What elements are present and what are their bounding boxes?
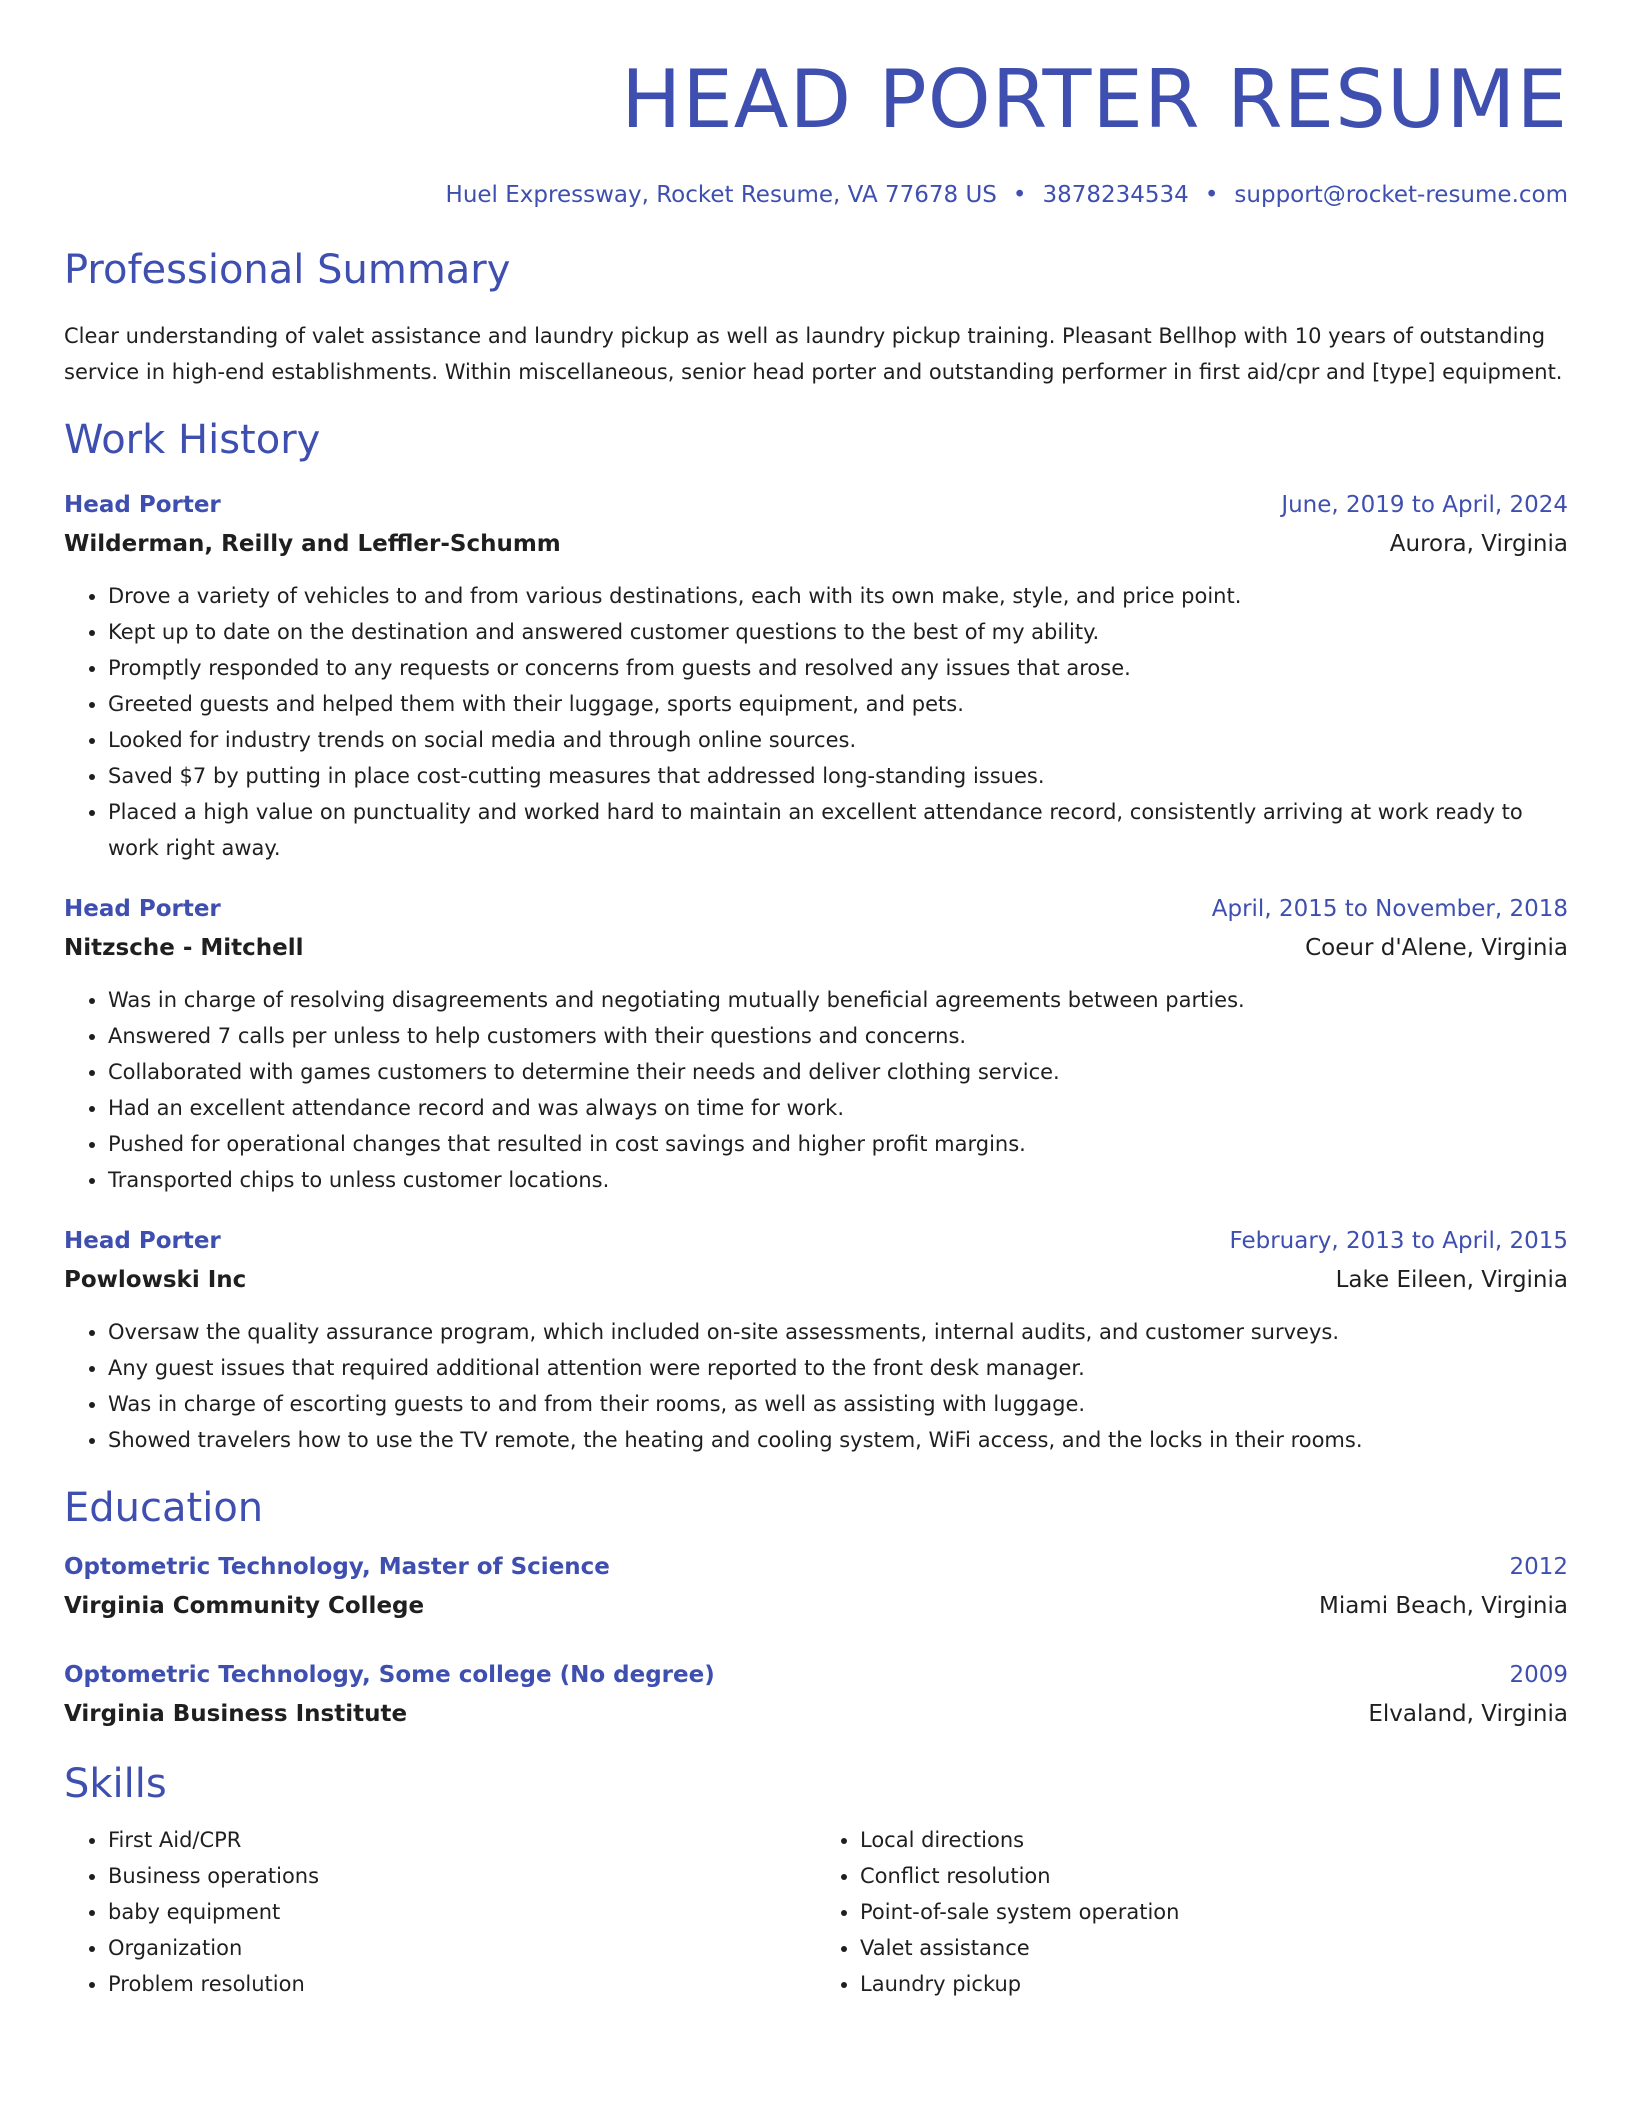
job-company: Powlowski Inc <box>64 1267 247 1293</box>
job-entry <box>64 486 1568 866</box>
job-bullet: • Kept up to date on the destination and answered customer questions to the best of my ability. <box>108 614 1568 650</box>
skill-item: • Laundry pickup <box>860 1966 1568 2002</box>
education-school: Virginia Business Institute <box>64 1701 408 1727</box>
job-bullet: • Collaborated with games customers to determine their needs and deliver clothing service. <box>108 1054 1568 1090</box>
skill-item: • Conflict resolution <box>860 1858 1568 1894</box>
skills-columns <box>64 1822 1568 2002</box>
education-entry <box>64 1656 1568 1734</box>
job-entry <box>64 1222 1568 1458</box>
job-bullets <box>64 578 1568 866</box>
job-bullet: • Had an excellent attendance record and was always on time for work. <box>108 1090 1568 1126</box>
job-bullet: • Any guest issues that required additional attention were reported to the front desk manager. <box>108 1350 1568 1386</box>
section-title-skills: Skills <box>64 1761 167 1807</box>
section-title-summary: Professional Summary <box>64 247 511 293</box>
job-bullet: • Promptly responded to any requests or concerns from guests and resolved any issues that arose. <box>108 650 1568 686</box>
skills-list-left <box>64 1822 816 2002</box>
skill-item: • Problem resolution <box>108 1966 816 2002</box>
skill-item: • Business operations <box>108 1858 816 1894</box>
professional-summary-section <box>64 246 1568 390</box>
resume-header <box>64 0 1568 210</box>
section-title-education: Education <box>64 1485 264 1531</box>
job-bullet: • Drove a variety of vehicles to and from various destinations, each with its own make, style, and price point. <box>108 578 1568 614</box>
education-degree: Optometric Technology, Some college (No degree) <box>64 1662 715 1688</box>
education-location: Elvaland, Virginia <box>1368 1701 1568 1727</box>
section-title-work-history: Work History <box>64 417 321 463</box>
job-role: Head Porter <box>64 896 221 922</box>
job-dates: February, 2013 to April, 2015 <box>1229 1228 1568 1254</box>
job-bullet: • Placed a high value on punctuality and worked hard to maintain an excellent attendance record, consistently arriving at work ready to work right away. <box>108 794 1568 866</box>
job-dates: April, 2015 to November, 2018 <box>1211 896 1568 922</box>
job-bullet: • Showed travelers how to use the TV remote, the heating and cooling system, WiFi access, and the locks in their rooms. <box>108 1422 1568 1458</box>
education-section <box>64 1484 1568 1734</box>
job-location: Coeur d'Alene, Virginia <box>1305 935 1568 961</box>
skill-item: • Local directions <box>860 1822 1568 1858</box>
contact-address: Huel Expressway, Rocket Resume, VA 77678 US <box>445 182 997 208</box>
contact-email: support@rocket-resume.com <box>1234 182 1568 208</box>
contact-phone: 3878234534 <box>1042 182 1189 208</box>
job-bullet: • Transported chips to unless customer locations. <box>108 1162 1568 1198</box>
job-entry <box>64 890 1568 1198</box>
education-year: 2009 <box>1509 1662 1568 1688</box>
education-degree: Optometric Technology, Master of Science <box>64 1554 610 1580</box>
skills-list-right <box>816 1822 1568 2002</box>
resume-title: HEAD PORTER RESUME <box>621 53 1568 146</box>
job-bullet: • Looked for industry trends on social media and through online sources. <box>108 722 1568 758</box>
job-bullet: • Was in charge of resolving disagreements and negotiating mutually beneficial agreements between parties. <box>108 982 1568 1018</box>
job-company: Wilderman, Reilly and Leffler-Schumm <box>64 531 561 557</box>
education-school: Virginia Community College <box>64 1593 425 1619</box>
bullet-separator: • <box>1204 182 1219 208</box>
education-location: Miami Beach, Virginia <box>1318 1593 1568 1619</box>
skills-section <box>64 1760 1568 2002</box>
education-year: 2012 <box>1509 1554 1568 1580</box>
skill-item: • First Aid/CPR <box>108 1822 816 1858</box>
job-bullet: • Oversaw the quality assurance program, which included on-site assessments, internal audits, and customer surveys. <box>108 1314 1568 1350</box>
bullet-separator: • <box>1012 182 1027 208</box>
skill-item: • Point-of-sale system operation <box>860 1894 1568 1930</box>
job-company: Nitzsche - Mitchell <box>64 935 304 961</box>
summary-text: Clear understanding of valet assistance and laundry pickup as well as laundry pickup training. Pleasant Bellhop with 10 years of outstanding service in high-end establishments. Within miscellaneous, senior head porter and outstanding performer in first aid/cpr and [type] equipment. <box>64 324 1563 384</box>
job-role: Head Porter <box>64 1228 221 1254</box>
job-bullet: • Saved $7 by putting in place cost-cutting measures that addressed long-standing issues. <box>108 758 1568 794</box>
job-bullet: • Pushed for operational changes that resulted in cost savings and higher profit margins. <box>108 1126 1568 1162</box>
job-bullet: • Greeted guests and helped them with their luggage, sports equipment, and pets. <box>108 686 1568 722</box>
work-history-section <box>64 416 1568 1458</box>
job-location: Aurora, Virginia <box>1389 531 1568 557</box>
skill-item: • Valet assistance <box>860 1930 1568 1966</box>
job-dates: June, 2019 to April, 2024 <box>1281 492 1568 518</box>
contact-line <box>64 180 1568 210</box>
education-entry <box>64 1548 1568 1626</box>
job-location: Lake Eileen, Virginia <box>1335 1267 1568 1293</box>
job-bullet: • Answered 7 calls per unless to help customers with their questions and concerns. <box>108 1018 1568 1054</box>
job-role: Head Porter <box>64 492 221 518</box>
skill-item: • Organization <box>108 1930 816 1966</box>
job-bullets <box>64 1314 1568 1458</box>
skill-item: • baby equipment <box>108 1894 816 1930</box>
job-bullets <box>64 982 1568 1198</box>
job-bullet: • Was in charge of escorting guests to and from their rooms, as well as assisting with luggage. <box>108 1386 1568 1422</box>
